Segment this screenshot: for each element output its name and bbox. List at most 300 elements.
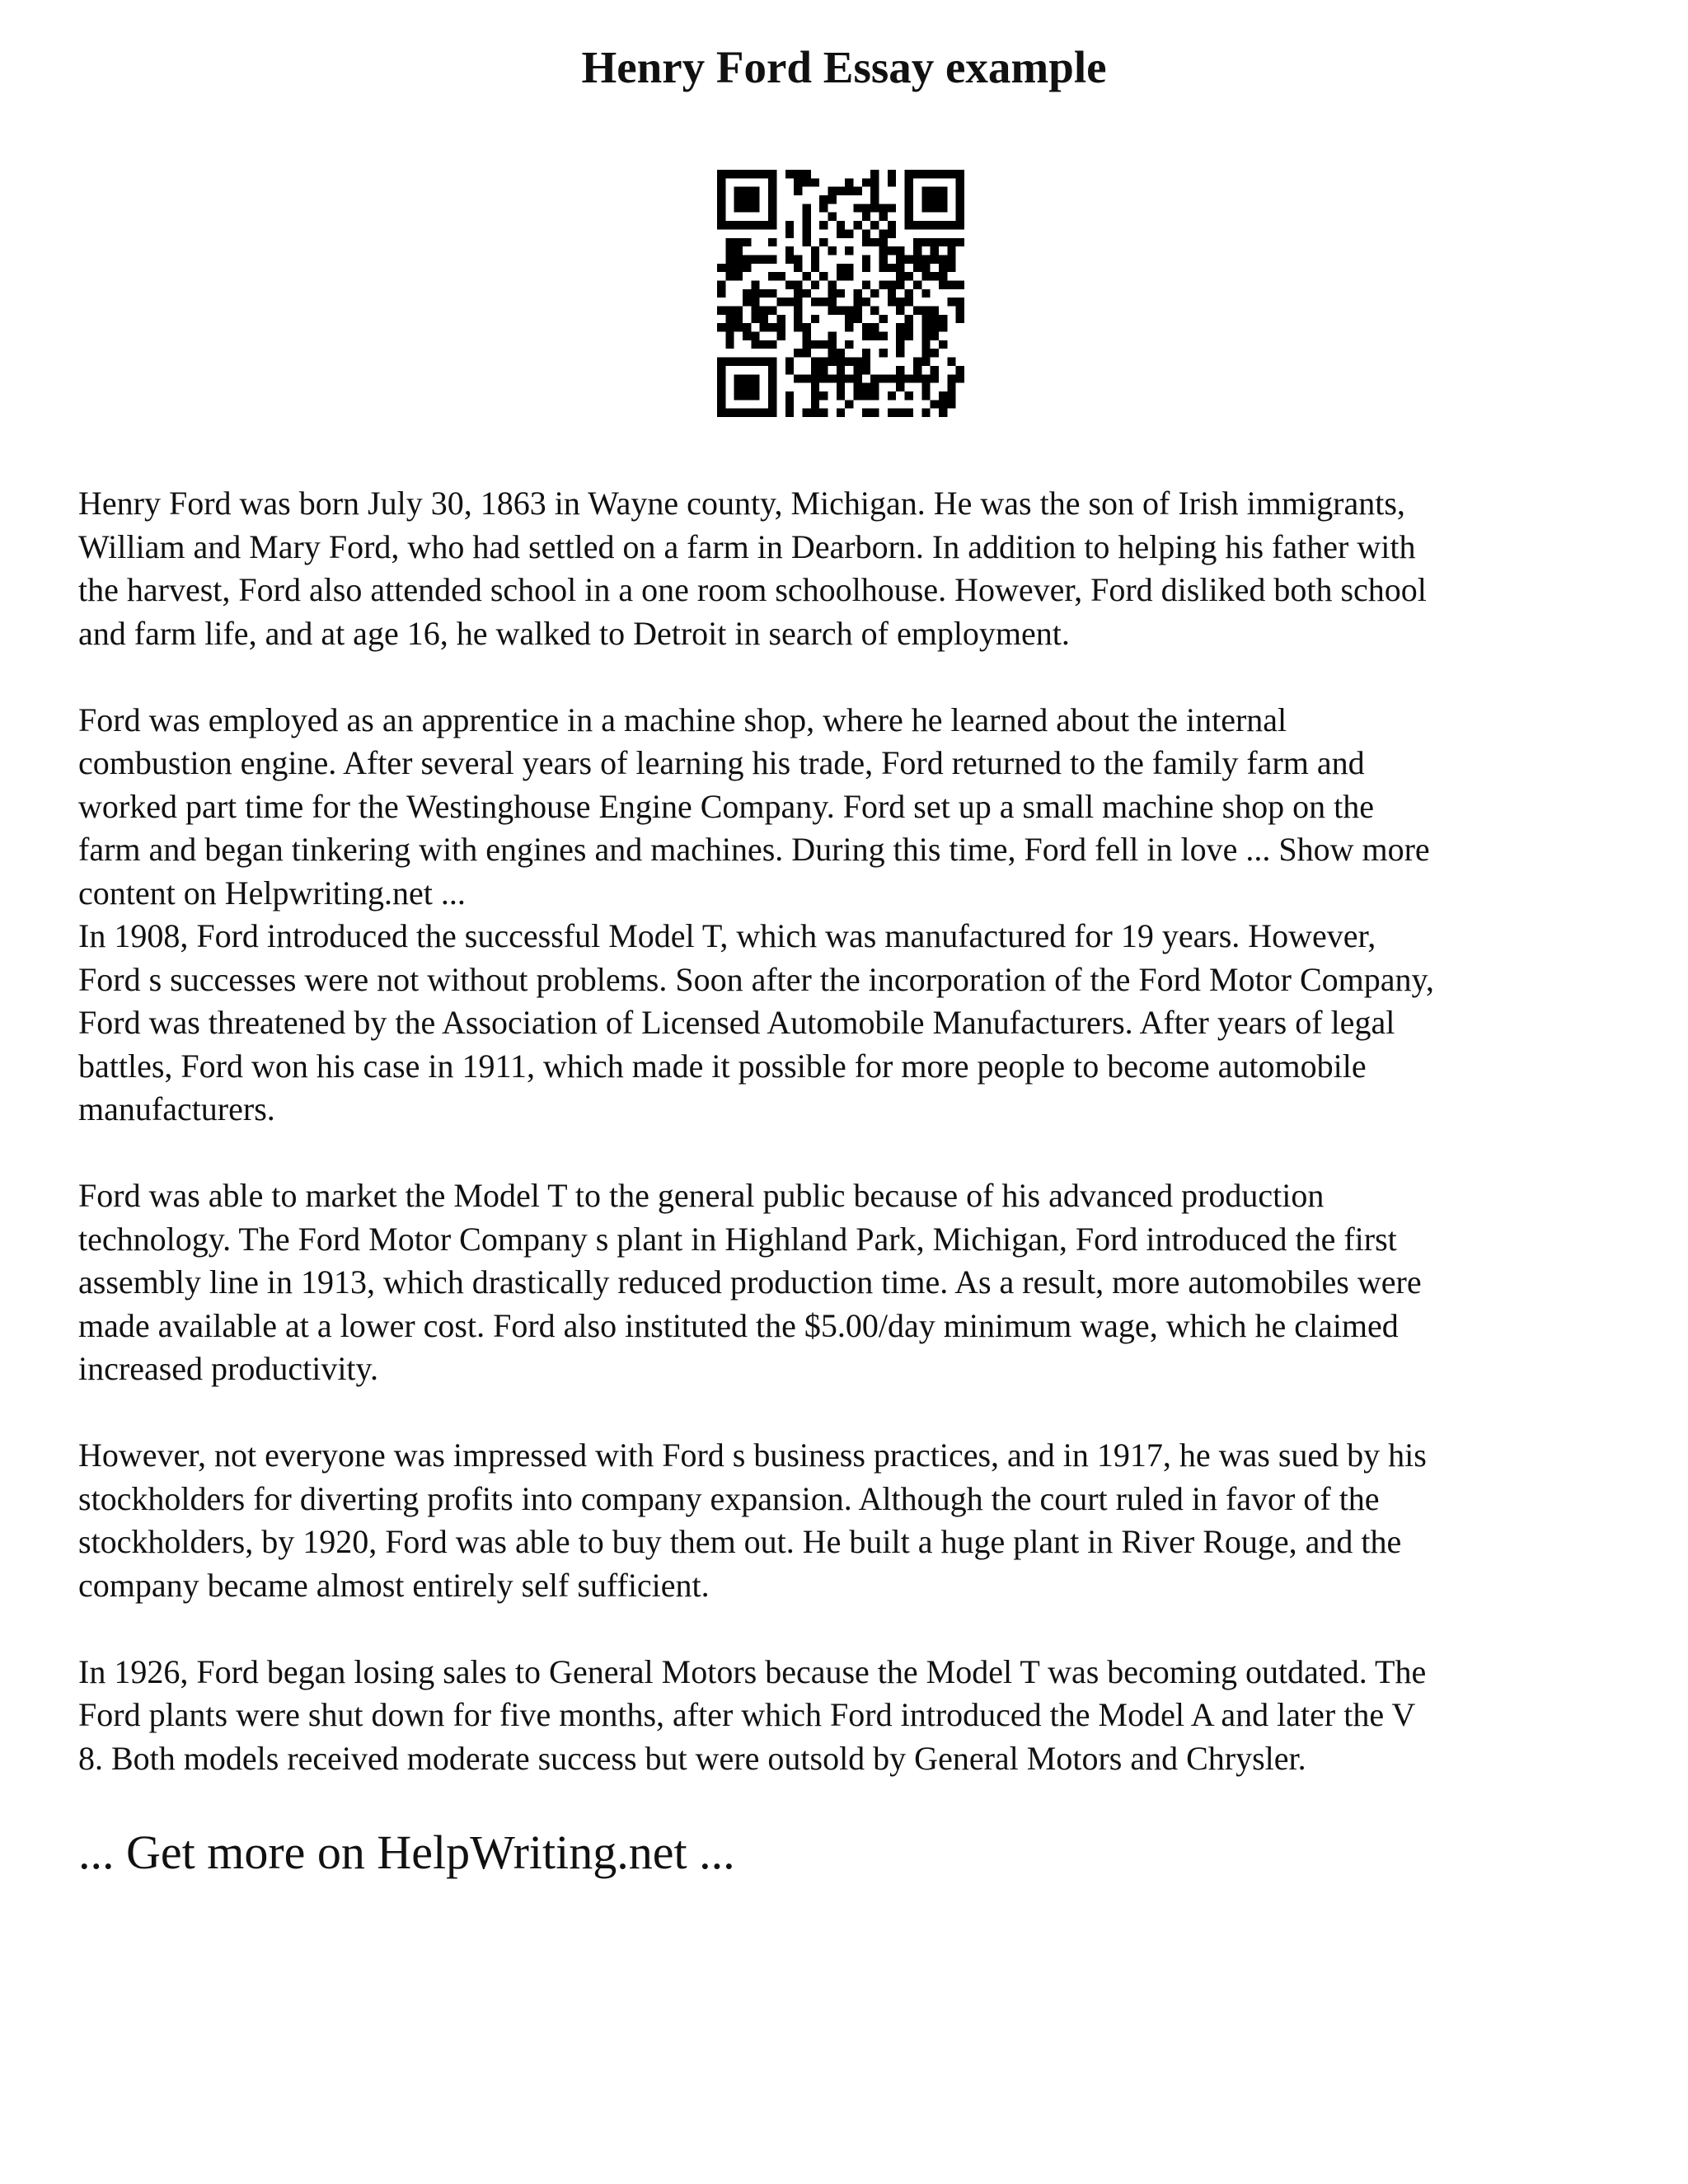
qr-module xyxy=(734,255,743,263)
qr-module xyxy=(939,170,947,178)
qr-module xyxy=(717,400,725,408)
qr-module xyxy=(896,264,904,272)
qr-module xyxy=(888,221,896,229)
qr-code-icon xyxy=(717,170,964,417)
qr-module xyxy=(768,272,776,280)
qr-module xyxy=(879,246,888,255)
qr-module xyxy=(785,229,794,237)
qr-module xyxy=(717,358,725,366)
qr-module xyxy=(921,358,930,366)
qr-module xyxy=(743,383,751,391)
qr-module xyxy=(828,195,836,204)
qr-module xyxy=(785,298,794,306)
qr-module xyxy=(717,280,725,288)
qr-module xyxy=(905,391,913,400)
qr-module xyxy=(870,409,879,417)
qr-module xyxy=(913,170,921,178)
qr-module xyxy=(734,170,743,178)
qr-module xyxy=(751,170,759,178)
essay-body xyxy=(78,482,1628,1780)
qr-module xyxy=(939,272,947,280)
qr-module xyxy=(913,255,921,263)
qr-module xyxy=(854,391,862,400)
qr-module xyxy=(905,409,913,417)
qr-module xyxy=(802,349,810,357)
qr-module xyxy=(734,221,743,229)
qr-module xyxy=(862,332,870,340)
qr-module xyxy=(862,204,870,212)
qr-module xyxy=(717,383,725,391)
qr-module xyxy=(760,323,768,331)
qr-module xyxy=(845,178,853,186)
qr-module xyxy=(751,340,759,349)
qr-module xyxy=(939,340,947,349)
qr-module xyxy=(939,187,947,195)
qr-module xyxy=(828,340,836,349)
qr-module xyxy=(939,391,947,400)
qr-module xyxy=(751,409,759,417)
qr-module xyxy=(811,280,819,288)
qr-module xyxy=(751,374,759,382)
essay-line: battles, Ford won his case in 1911, which made it possible for more people to become automobile xyxy=(78,1047,1367,1085)
qr-module xyxy=(768,204,776,212)
qr-module xyxy=(931,246,939,255)
qr-module xyxy=(768,255,776,263)
qr-module xyxy=(768,383,776,391)
qr-module xyxy=(854,187,862,195)
qr-module xyxy=(870,374,879,382)
qr-module xyxy=(725,307,734,315)
qr-module xyxy=(734,238,743,246)
qr-module xyxy=(879,280,888,288)
qr-module xyxy=(921,238,930,246)
essay-line: However, not everyone was impressed with Ford s business practices, and in 1917, he was sued by his xyxy=(78,1436,1427,1474)
qr-module xyxy=(776,323,785,331)
qr-module xyxy=(854,298,862,306)
qr-module xyxy=(837,409,845,417)
qr-module xyxy=(896,332,904,340)
qr-module xyxy=(811,366,819,374)
qr-module xyxy=(931,323,939,331)
qr-module xyxy=(896,307,904,315)
qr-module xyxy=(828,280,836,288)
qr-module xyxy=(776,298,785,306)
qr-module xyxy=(862,298,870,306)
qr-module xyxy=(828,289,836,298)
qr-module xyxy=(862,255,870,263)
qr-module xyxy=(760,170,768,178)
qr-module xyxy=(811,383,819,391)
qr-module xyxy=(768,170,776,178)
qr-module xyxy=(870,332,879,340)
qr-module xyxy=(785,221,794,229)
get-more-link[interactable]: ... Get more on HelpWriting.net ... xyxy=(78,1825,735,1879)
qr-module xyxy=(888,170,896,178)
qr-module xyxy=(845,374,853,382)
qr-module xyxy=(802,374,810,382)
qr-module xyxy=(837,264,845,272)
qr-module xyxy=(905,289,913,298)
qr-module xyxy=(819,272,828,280)
qr-module xyxy=(931,332,939,340)
qr-module xyxy=(760,255,768,263)
qr-module xyxy=(896,246,904,255)
qr-module xyxy=(734,391,743,400)
qr-module xyxy=(845,358,853,366)
essay-line: Ford was able to market the Model T to the general public because of his advanced production xyxy=(78,1177,1325,1214)
qr-module xyxy=(760,358,768,366)
essay-line: farm and began tinkering with engines and machines. During this time, Ford fell in love ... Show more xyxy=(78,831,1430,868)
qr-module xyxy=(785,409,794,417)
qr-module xyxy=(811,374,819,382)
qr-module xyxy=(717,289,725,298)
qr-module xyxy=(760,307,768,315)
qr-module xyxy=(785,400,794,408)
qr-module xyxy=(896,323,904,331)
qr-module xyxy=(794,289,802,298)
qr-module xyxy=(939,238,947,246)
qr-module xyxy=(751,315,759,323)
qr-module xyxy=(921,195,930,204)
qr-module xyxy=(751,255,759,263)
qr-module xyxy=(819,340,828,349)
qr-module xyxy=(921,315,930,323)
qr-module xyxy=(734,307,743,315)
qr-module xyxy=(931,374,939,382)
qr-module xyxy=(734,409,743,417)
qr-module xyxy=(947,221,955,229)
essay-line: Ford was employed as an apprentice in a machine shop, where he learned about the internal xyxy=(78,701,1287,738)
qr-module xyxy=(888,391,896,400)
essay-line: increased productivity. xyxy=(78,1350,378,1387)
qr-module xyxy=(956,374,964,382)
qr-module xyxy=(768,195,776,204)
qr-module xyxy=(939,204,947,212)
qr-module xyxy=(879,374,888,382)
qr-module xyxy=(819,391,828,400)
qr-module xyxy=(947,255,955,263)
qr-module xyxy=(725,238,734,246)
qr-module xyxy=(828,358,836,366)
essay-line: the harvest, Ford also attended school in a one room schoolhouse. However, Ford disliked both school xyxy=(78,571,1427,608)
qr-module xyxy=(717,264,725,272)
qr-module xyxy=(760,221,768,229)
qr-module xyxy=(896,409,904,417)
qr-module xyxy=(879,332,888,340)
qr-module xyxy=(751,204,759,212)
qr-module xyxy=(956,307,964,315)
qr-module xyxy=(845,340,853,349)
qr-module xyxy=(725,221,734,229)
qr-module xyxy=(785,255,794,263)
qr-module xyxy=(931,170,939,178)
qr-module xyxy=(828,332,836,340)
qr-module xyxy=(931,366,939,374)
qr-module xyxy=(776,272,785,280)
qr-module xyxy=(862,213,870,221)
qr-module xyxy=(802,409,810,417)
qr-module xyxy=(794,280,802,288)
qr-module xyxy=(794,374,802,382)
qr-module xyxy=(760,315,768,323)
essay-line: stockholders, by 1920, Ford was able to buy them out. He built a huge plant in River Rouge, and the xyxy=(78,1523,1402,1560)
qr-module xyxy=(879,349,888,357)
qr-module xyxy=(905,272,913,280)
qr-module xyxy=(819,204,828,212)
qr-module xyxy=(879,204,888,212)
qr-module xyxy=(717,221,725,229)
qr-module xyxy=(743,289,751,298)
qr-module xyxy=(896,298,904,306)
qr-module xyxy=(794,255,802,263)
qr-module xyxy=(905,187,913,195)
qr-module xyxy=(862,391,870,400)
essay-line: 8. Both models received moderate success but were outsold by General Motors and Chrysler. xyxy=(78,1739,1306,1777)
qr-module xyxy=(725,255,734,263)
qr-module xyxy=(734,187,743,195)
qr-module xyxy=(802,229,810,237)
qr-module xyxy=(947,400,955,408)
qr-module xyxy=(811,264,819,272)
qr-module xyxy=(717,170,725,178)
qr-module xyxy=(802,178,810,186)
qr-module xyxy=(905,332,913,340)
qr-module xyxy=(837,272,845,280)
qr-module xyxy=(725,340,734,349)
qr-module xyxy=(956,178,964,186)
qr-module xyxy=(725,332,734,340)
qr-module xyxy=(921,349,930,357)
qr-module xyxy=(743,195,751,204)
qr-module xyxy=(802,272,810,280)
qr-module xyxy=(905,213,913,221)
qr-module xyxy=(905,170,913,178)
qr-module xyxy=(913,366,921,374)
qr-module xyxy=(888,409,896,417)
qr-module xyxy=(794,178,802,186)
essay-line: manufacturers. xyxy=(78,1090,275,1127)
qr-module xyxy=(854,221,862,229)
qr-module xyxy=(879,255,888,263)
qr-module xyxy=(905,315,913,323)
qr-module xyxy=(931,315,939,323)
qr-module xyxy=(768,340,776,349)
essay-line: company became almost entirely self sufficient. xyxy=(78,1566,710,1604)
qr-module xyxy=(776,332,785,340)
qr-code-graphic xyxy=(717,170,964,417)
qr-module xyxy=(785,170,794,178)
paragraph-gap xyxy=(78,1391,1628,1435)
qr-module xyxy=(947,383,955,391)
qr-module xyxy=(794,323,802,331)
qr-module xyxy=(888,289,896,298)
qr-module xyxy=(862,349,870,357)
qr-module xyxy=(768,358,776,366)
qr-module xyxy=(811,358,819,366)
qr-module xyxy=(845,229,853,237)
qr-module xyxy=(717,391,725,400)
qr-module xyxy=(931,221,939,229)
qr-module xyxy=(854,366,862,374)
qr-module xyxy=(837,349,845,357)
essay-line: William and Mary Ford, who had settled on a farm in Dearborn. In addition to helping his father with xyxy=(78,527,1416,565)
qr-module xyxy=(956,170,964,178)
qr-module xyxy=(794,264,802,272)
qr-module xyxy=(734,272,743,280)
qr-module xyxy=(794,307,802,315)
qr-module xyxy=(905,178,913,186)
qr-module xyxy=(811,391,819,400)
qr-module xyxy=(905,374,913,382)
qr-module xyxy=(768,289,776,298)
qr-module xyxy=(921,264,930,272)
qr-module xyxy=(939,323,947,331)
qr-module xyxy=(888,374,896,382)
qr-module xyxy=(743,204,751,212)
qr-module xyxy=(931,400,939,408)
qr-module xyxy=(947,238,955,246)
qr-module xyxy=(837,366,845,374)
qr-module xyxy=(802,340,810,349)
qr-module xyxy=(921,340,930,349)
qr-module xyxy=(947,280,955,288)
qr-module xyxy=(862,238,870,246)
qr-module xyxy=(819,374,828,382)
qr-module xyxy=(776,315,785,323)
qr-module xyxy=(854,315,862,323)
qr-module xyxy=(862,358,870,366)
qr-module xyxy=(734,315,743,323)
qr-module xyxy=(956,221,964,229)
qr-module xyxy=(896,272,904,280)
qr-module xyxy=(743,323,751,331)
qr-module xyxy=(905,204,913,212)
qr-module xyxy=(717,323,725,331)
qr-module xyxy=(921,221,930,229)
qr-module xyxy=(956,280,964,288)
qr-module xyxy=(802,332,810,340)
qr-module xyxy=(854,204,862,212)
qr-module xyxy=(939,280,947,288)
qr-module xyxy=(921,187,930,195)
qr-module xyxy=(837,289,845,298)
qr-module xyxy=(734,264,743,272)
qr-module xyxy=(921,383,930,391)
qr-module xyxy=(743,264,751,272)
qr-module xyxy=(725,246,734,255)
essay-line: In 1926, Ford began losing sales to General Motors because the Model T was becoming outdated. The xyxy=(78,1652,1427,1690)
qr-module xyxy=(921,272,930,280)
qr-module xyxy=(717,409,725,417)
qr-module xyxy=(751,289,759,298)
essay-line: assembly line in 1913, which drastically reduced production time. As a result, more automobiles were xyxy=(78,1263,1422,1301)
qr-module xyxy=(743,391,751,400)
qr-module xyxy=(862,323,870,331)
qr-module xyxy=(862,383,870,391)
qr-module xyxy=(854,374,862,382)
essay-line: worked part time for the Westinghouse Engine Company. Ford set up a small machine shop on the xyxy=(78,787,1375,825)
qr-module xyxy=(939,400,947,408)
qr-module xyxy=(956,204,964,212)
qr-module xyxy=(888,178,896,186)
qr-module xyxy=(751,358,759,366)
qr-module xyxy=(879,315,888,323)
qr-module xyxy=(888,298,896,306)
qr-module xyxy=(921,204,930,212)
qr-module xyxy=(956,213,964,221)
qr-module xyxy=(896,280,904,288)
qr-module xyxy=(828,187,836,195)
qr-module xyxy=(939,255,947,263)
qr-module xyxy=(768,213,776,221)
qr-module xyxy=(921,409,930,417)
qr-module xyxy=(947,170,955,178)
qr-module xyxy=(913,238,921,246)
qr-module xyxy=(913,221,921,229)
qr-module xyxy=(879,238,888,246)
qr-module xyxy=(725,409,734,417)
qr-module xyxy=(854,358,862,366)
qr-module xyxy=(939,221,947,229)
qr-module xyxy=(879,264,888,272)
qr-module xyxy=(760,289,768,298)
essay-line: In 1908, Ford introduced the successful Model T, which was manufactured for 19 years. However, xyxy=(78,917,1376,954)
qr-module xyxy=(768,307,776,315)
qr-module xyxy=(837,383,845,391)
qr-module xyxy=(768,323,776,331)
qr-module xyxy=(956,298,964,306)
qr-module xyxy=(947,391,955,400)
qr-module xyxy=(725,272,734,280)
qr-module xyxy=(794,298,802,306)
qr-module xyxy=(947,264,955,272)
qr-module xyxy=(888,229,896,237)
qr-module xyxy=(751,307,759,315)
qr-module xyxy=(870,221,879,229)
qr-module xyxy=(845,323,853,331)
qr-module xyxy=(947,358,955,366)
essay-line: content on Helpwriting.net ... xyxy=(78,874,466,912)
qr-module xyxy=(931,255,939,263)
qr-module xyxy=(725,358,734,366)
qr-module xyxy=(785,246,794,255)
qr-module xyxy=(819,366,828,374)
qr-module xyxy=(896,366,904,374)
qr-module xyxy=(870,204,879,212)
paragraph-gap xyxy=(78,655,1628,699)
qr-module xyxy=(819,238,828,246)
qr-module xyxy=(768,391,776,400)
qr-module xyxy=(819,195,828,204)
qr-module xyxy=(794,315,802,323)
qr-module xyxy=(913,264,921,272)
qr-module xyxy=(743,298,751,306)
qr-module xyxy=(743,374,751,382)
qr-module xyxy=(931,195,939,204)
qr-module xyxy=(717,213,725,221)
qr-module xyxy=(717,178,725,186)
essay-line: Ford was threatened by the Association of Licensed Automobile Manufacturers. After years of legal xyxy=(78,1004,1395,1041)
qr-module xyxy=(725,170,734,178)
qr-module xyxy=(819,409,828,417)
qr-module xyxy=(870,187,879,195)
qr-module xyxy=(905,195,913,204)
qr-module xyxy=(717,366,725,374)
qr-module xyxy=(837,307,845,315)
qr-module xyxy=(751,298,759,306)
qr-module xyxy=(862,264,870,272)
essay-line: and farm life, and at age 16, he walked to Detroit in search of employment. xyxy=(78,614,1070,652)
